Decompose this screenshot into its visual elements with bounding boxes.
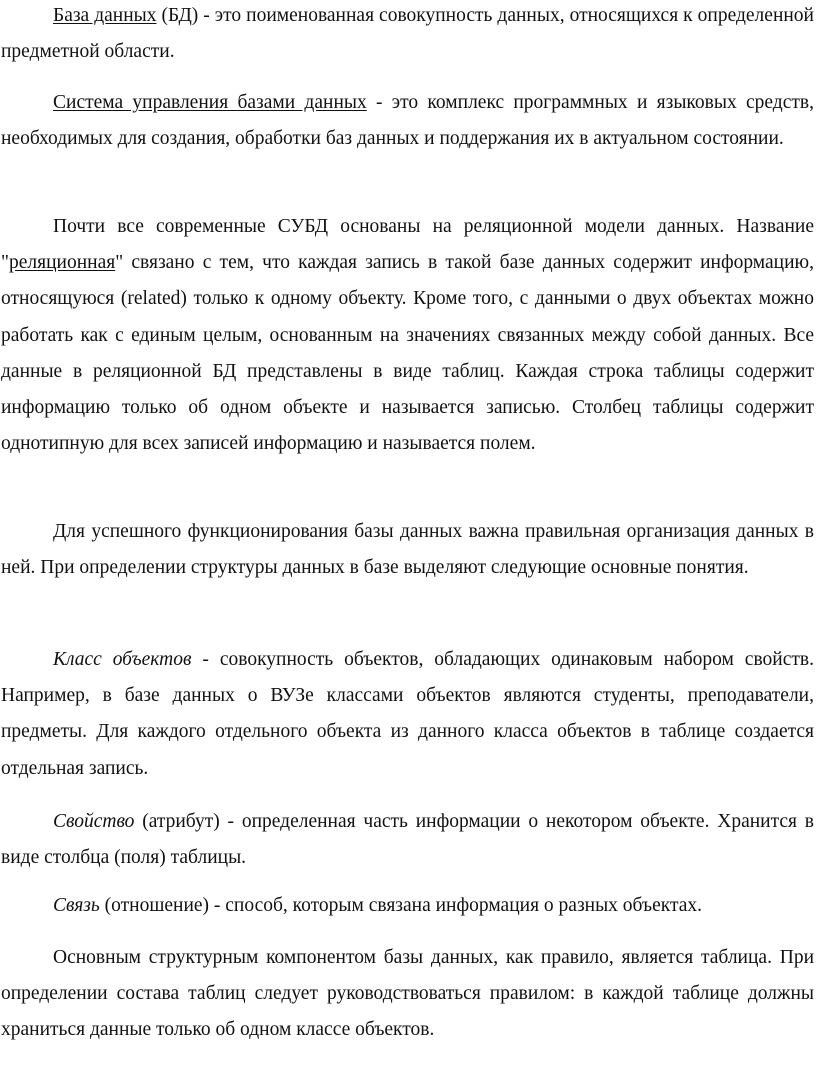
paragraph-text: " связано с тем, что каждая запись в такой базе данных содержит информацию, относящуюся (related) только к одному объекту. Кроме того, с данными о двух объектах можно работать как с единым целым, основанным на значениях связанных между собой данных. Все данные в реляционной БД представлены в виде таблиц. Каждая строка таблицы содержит информацию только об одном объекте и называется записью. Столбец таблицы содержит однотипную для всех записей информацию и называется полем. [1, 252, 814, 455]
paragraph-database-definition [1, 0, 814, 70]
paragraph-property [1, 804, 814, 876]
paragraph-text: Почти все современные СУБД основаны на реляционной модели данных. Название " [1, 216, 814, 274]
term-relational: реляционная [8, 252, 116, 274]
paragraph-text: - совокупность объектов, обладающих одинаковым набором свойств. Например, в базе данных о ВУЗе классами объектов являются студенты, преподаватели, предметы. Для каждого отдельного объекта из данного класса объектов в таблице создается отдельная запись. [1, 649, 814, 779]
term-dbms: Система управления базами данных [53, 92, 367, 113]
paragraph-text: Для успешного функционирования базы данных важна правильная организация данных в ней. При определении структуры данных в базе выделяют следующие основные понятия. [1, 521, 814, 579]
paragraph-text: (атрибут) - определенная часть информации о некотором объекте. Хранится в виде столбца (поля) таблицы. [1, 811, 814, 869]
paragraph-object-class [1, 642, 814, 787]
paragraph-text: - это комплекс программных и языковых средств, необходимых для создания, обработки баз данных и поддержания их в актуальном состоянии. [1, 92, 814, 150]
paragraph-text: (отношение) - способ, которым связана информация о разных объектах. [99, 895, 702, 916]
paragraph-table-rule [1, 940, 814, 1049]
paragraph-text: (БД) - это поименованная совокупность данных, относящихся к определенной предметной области. [1, 5, 814, 63]
paragraph-relational-model [1, 209, 814, 462]
paragraph-text: Основным структурным компонентом базы данных, как правило, является таблица. При определении состава таблиц следует руководствоваться правилом: в каждой таблице должны храниться данные только об одном классе объектов. [1, 947, 814, 1041]
term-property: Свойство [53, 811, 135, 832]
term-object-class: Класс объектов [53, 649, 192, 670]
term-database: База данных [53, 5, 157, 26]
paragraph-dbms-definition [1, 85, 814, 157]
paragraph-data-organization [1, 514, 814, 586]
paragraph-relationship [1, 888, 814, 924]
term-relationship: Связь [53, 895, 100, 916]
